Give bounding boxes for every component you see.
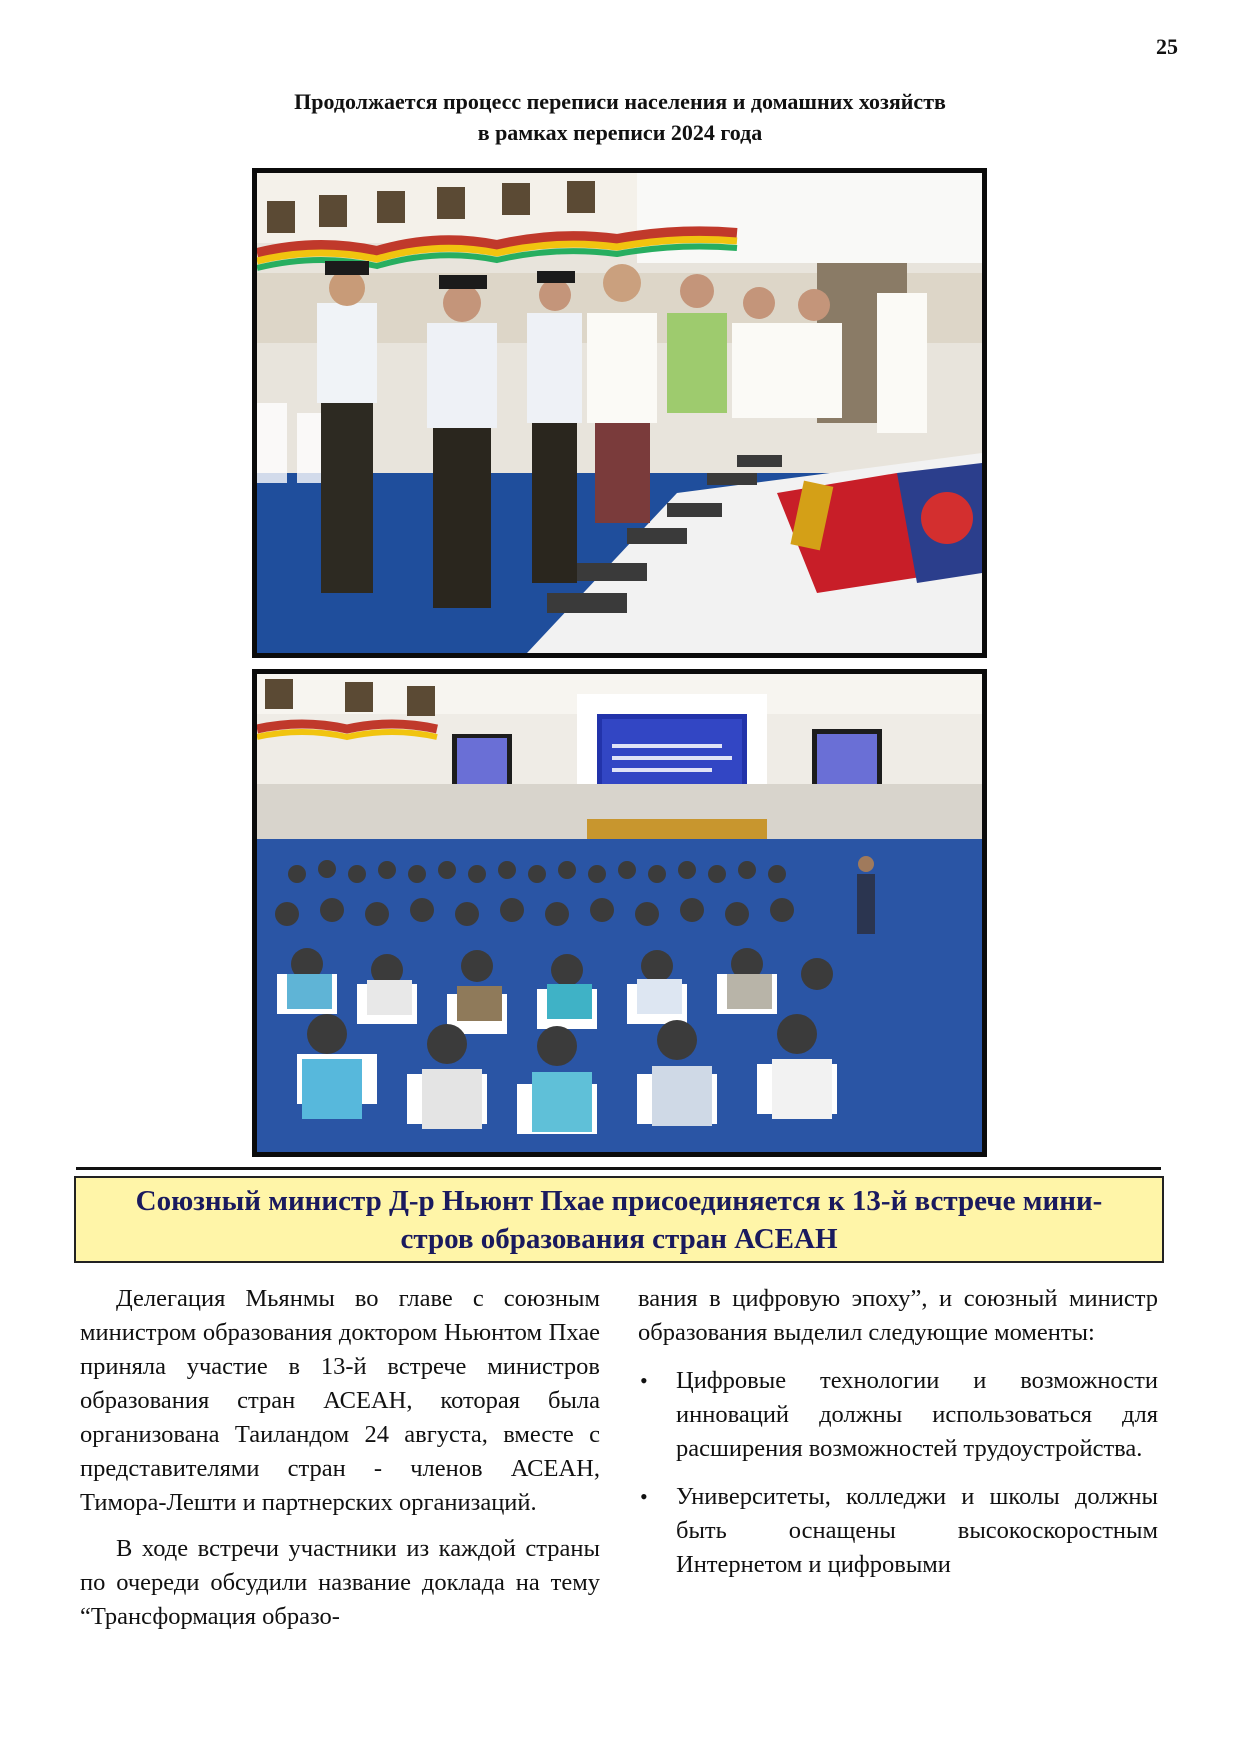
- headline-line-1: Союзный министр Д-р Ньюнт Пхае присоединяется к 13-й встрече мини-: [135, 1184, 1103, 1217]
- article-column-left: [80, 1282, 600, 1646]
- photo-officials-inspecting-tablets: [252, 168, 987, 658]
- highlights-list: [638, 1364, 1158, 1582]
- photo-conference-hall-audience: [252, 669, 987, 1157]
- headline-line-2: стров образования стран АСЕАН: [400, 1222, 838, 1255]
- page-number: 25: [1156, 34, 1178, 59]
- list-item: [638, 1480, 1158, 1582]
- headline-divider-rule: [76, 1167, 1161, 1170]
- list-item-text: Цифровые технологии и возможности инноваций должны использоваться для расширения возможностей трудоустройства.: [676, 1367, 1158, 1462]
- bullet-icon: •: [640, 1368, 648, 1393]
- article-paragraph-continued: вания в цифровую эпоху”, и союзный министр образования выделил следующие моменты:: [638, 1285, 1158, 1346]
- main-article-headline-box: [74, 1176, 1164, 1263]
- photo-1-illustration: [257, 173, 982, 653]
- main-article-headline: [106, 1182, 1133, 1258]
- article-paragraph: Делегация Мьянмы во главе с союзным министром образования доктором Ньюнтом Пхае приняла участие в 13-й встрече министров образования стран АСЕАН, которая была организована Таиландом 24 августа, вместе с представителями стран - членов АСЕАН, Тимора-Лешти и партнерских организаций.: [80, 1285, 600, 1516]
- list-item-text: Университеты, колледжи и школы должны быть оснащены высокоскоростным Интернетом и цифровыми: [676, 1483, 1158, 1578]
- top-article-heading: [160, 86, 1080, 148]
- top-heading-line-1: Продолжается процесс переписи населения и домашних хозяйств: [294, 89, 946, 114]
- top-heading-line-2: в рамках переписи 2024 года: [477, 120, 763, 145]
- photo-2-illustration: [257, 674, 982, 1152]
- article-column-right: [638, 1282, 1158, 1596]
- bullet-icon: •: [640, 1484, 648, 1509]
- article-paragraph: В ходе встречи участники из каждой страны по очереди обсудили название доклада на тему “Трансформация образо-: [80, 1535, 600, 1630]
- list-item: [638, 1364, 1158, 1466]
